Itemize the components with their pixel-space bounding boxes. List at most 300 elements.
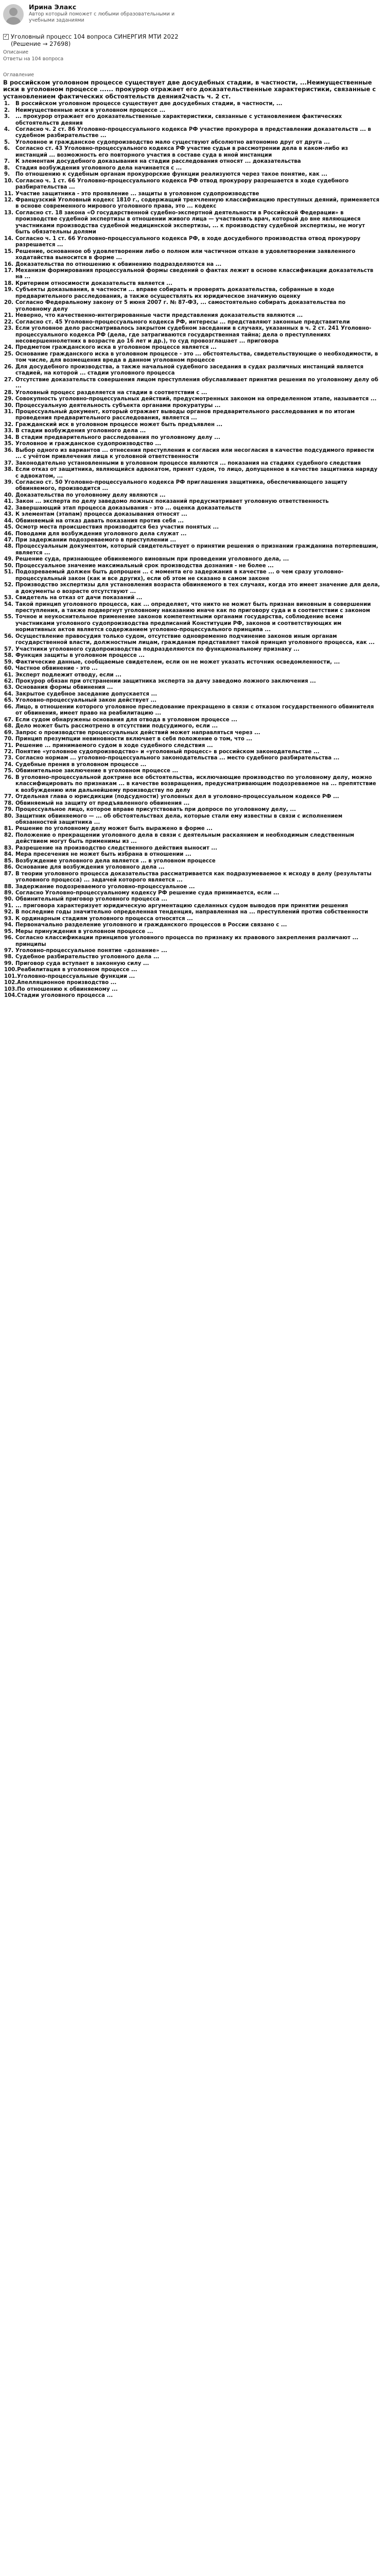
list-item[interactable] <box>3 326 381 345</box>
page-title <box>11 33 179 47</box>
description-label: Описание <box>3 49 29 55</box>
list-item[interactable] <box>3 461 381 467</box>
list-item[interactable] <box>3 108 381 114</box>
list-item-text: Завершающий этап процесса доказывания - это ... оценка доказательств <box>15 505 242 511</box>
list-item-number: 29. <box>4 396 14 402</box>
list-item-number: 55. <box>4 614 14 620</box>
list-item[interactable] <box>3 480 381 493</box>
list-item[interactable] <box>3 852 381 858</box>
list-item-text: Субъекты доказывания, в частности ... вправе собирать и проверять доказательства, собранные в ходе предварительного расследования, а также осуществлять их юридическое значимую оценку <box>15 287 335 299</box>
list-item-number: 65. <box>4 698 14 704</box>
list-item[interactable] <box>3 505 381 512</box>
list-item-number: 42. <box>4 505 14 511</box>
list-item-number: 45. <box>4 524 14 531</box>
list-item-number: 24. <box>4 345 14 351</box>
list-item[interactable] <box>3 602 381 615</box>
list-item[interactable] <box>3 890 381 896</box>
list-item-text: Участники уголовного судопроизводства подразделяются по функциональному признаку ... <box>15 646 300 652</box>
list-item-text: Французский Уголовный кодекс 1810 г., содержащий трехчленную классификацию преступных деяний, применяется в основе современного мирового уголовного права, это ... кодекс <box>15 197 380 210</box>
list-item-text: По отношению к судебным органам прокурорские функции реализуются через такое понятие, как ... <box>15 172 327 178</box>
list-item[interactable] <box>3 127 381 140</box>
list-item-number: 81. <box>4 826 14 832</box>
list-item[interactable] <box>3 403 381 409</box>
list-item-number: 43. <box>4 512 14 518</box>
list-item-number: 54. <box>4 601 14 607</box>
list-item-number: 103. <box>4 986 17 992</box>
list-item[interactable] <box>3 319 381 326</box>
list-item[interactable] <box>3 249 381 262</box>
list-item[interactable] <box>3 704 381 717</box>
list-item-number: 31. <box>4 409 14 415</box>
list-item-number: 2. <box>4 107 10 113</box>
list-item-text: В стадии возбуждения уголовного дела ... <box>15 428 146 434</box>
list-item-text: Законодательно установленными в уголовном процессе являются ... показания на стадиях судебного следствия <box>15 460 361 466</box>
list-item-text: Если уголовное дело рассматривалось закрытом судебном заседании в случаях, указанных в ч. 2 ст. 241 Уголовно-процессуального кодекса РФ (дела, где затрагиваются государственная тайна; дела о преступлениях несовершеннолетних в возрасте до 16 лет и др.), то суд провозглашает ... приговора <box>15 326 372 344</box>
list-item-number: 52. <box>4 582 14 588</box>
list-item-text: Согласно нормам ... уголовно-процессуального законодательства ... место судебного разбирательства ... <box>15 755 340 761</box>
author-name[interactable]: Ирина Элакс <box>29 3 77 11</box>
list-item-text: К элементам досудебного доказывания на стадии расследования относят ... доказательства <box>15 159 301 165</box>
list-item-number: 32. <box>4 421 14 428</box>
list-item-text: Принцип презумпции невиновности включает в себя положение о том, что ... <box>15 736 253 742</box>
list-item[interactable] <box>3 698 381 704</box>
list-item[interactable] <box>3 884 381 890</box>
list-item-number: 15. <box>4 248 14 255</box>
list-item-number: 17. <box>4 268 14 274</box>
list-item-text: Решение, основанное об удовлетворении либо о полном или частичном отказе в удовлетворении заявленного ходатайства выносится в форме ... <box>15 248 356 261</box>
list-item-number: 70. <box>4 736 14 742</box>
list-item[interactable] <box>3 659 381 666</box>
list-item-number: 28. <box>4 389 14 396</box>
list-item-text: При задержании подозреваемого в преступлении ... <box>15 537 177 544</box>
list-item-number: 16. <box>4 261 14 267</box>
list-item[interactable] <box>3 448 381 461</box>
list-item-text: Уголовно-процессуальные функции ... <box>17 973 135 979</box>
list-item-number: 44. <box>4 518 14 524</box>
list-item-number: 77. <box>4 794 14 800</box>
list-item-text: В стадии предварительного расследования по уголовному делу ... <box>15 434 220 440</box>
list-item[interactable] <box>3 281 381 287</box>
list-item[interactable] <box>3 531 381 537</box>
list-item[interactable] <box>3 980 381 986</box>
list-item[interactable] <box>3 755 381 761</box>
list-item-number: 13. <box>4 210 14 216</box>
list-item-number: 41. <box>4 499 14 505</box>
list-item-text: Судебные прения в уголовном процессе ... <box>15 761 147 768</box>
list-item-number: 80. <box>4 813 14 819</box>
list-item-number: 12. <box>4 197 14 204</box>
list-item[interactable] <box>3 634 381 647</box>
list-item[interactable] <box>3 993 381 999</box>
list-item-text: Положение о прекращении уголовного дела в связи с деятельным раскаянием и необходимым следственным действием могут быть применимы из ... <box>15 832 355 845</box>
list-item-number: 4. <box>4 127 10 133</box>
list-item-number: 62. <box>4 679 14 684</box>
list-item-number: 90. <box>4 896 14 903</box>
list-item-number: 27. <box>4 377 14 383</box>
list-item[interactable] <box>3 858 381 865</box>
list-item[interactable] <box>3 653 381 659</box>
list-item-number: 57. <box>4 646 14 652</box>
list-item-number: 26. <box>4 364 14 370</box>
list-item[interactable] <box>3 569 381 582</box>
list-item[interactable] <box>3 441 381 447</box>
list-item-number: 11. <box>4 191 14 197</box>
list-item-number: 9. <box>4 172 10 178</box>
list-item-number: 88. <box>4 884 14 890</box>
list-item-text: Процессуальный документ, который отражает выводы органов предварительного расследования и по итогам проведения предварительного расследования, является ... <box>15 409 355 421</box>
list-item[interactable] <box>3 826 381 832</box>
list-item[interactable] <box>3 563 381 569</box>
list-item[interactable] <box>3 775 381 794</box>
list-item-text: Точное и неукоснительное применение законов компетентными органами государства, соблюдение всеми участниками уголовного судопроизводства предписаний Конституции РФ, законов и соответствующих им нормативных актов является содержанием уголовно-процессуального принципа ... <box>15 614 343 633</box>
list-item[interactable] <box>3 499 381 505</box>
list-item[interactable] <box>3 364 381 377</box>
list-item[interactable] <box>3 178 381 191</box>
list-item-text: В уголовно-процессуальной доктрине все обстоятельства, исключающие производство по уголовному делу, можно классифицировать по признакам ... в качестве возвращения, предусматривающим подозреваемое на ... препятствие к возбуждению или дальнейшему производству по делу <box>15 774 376 793</box>
list-item-text: Выбор одного из вариантов ... отнесения преступления и согласия или несогласия в качестве подсудимого привести ... с учётом привлечения лица к уголовной ответственности <box>15 447 374 460</box>
list-item-text: Обвинительное заключение в уголовном процессе ... <box>15 768 179 774</box>
list-item-number: 39. <box>4 479 14 485</box>
list-item[interactable] <box>3 685 381 691</box>
list-item[interactable] <box>3 165 381 172</box>
list-item-number: 86. <box>4 865 14 871</box>
list-item-text: Прокурор обязан при отстранении защитника эксперта за дачу заведомо ложного заключения ... <box>15 679 316 684</box>
list-item-text: Защитник обвиняемого — ... об обстоятельствах дела, которые стали ему известны в связи с исполнением обязанностей защитника ... <box>15 813 343 825</box>
author-description-line1: Автор который поможет с любыми образовательными и <box>29 11 175 17</box>
list-item-text: Согласно классификации принципов уголовного процесса по признаку их правового закрепления различают ... принципы <box>15 935 359 947</box>
list-item[interactable] <box>3 396 381 402</box>
list-item[interactable] <box>3 197 381 210</box>
list-item[interactable] <box>3 723 381 730</box>
list-item-number: 60. <box>4 666 14 672</box>
list-item-number: 85. <box>4 858 14 864</box>
list-item-number: 35. <box>4 441 14 447</box>
list-item[interactable] <box>3 268 381 281</box>
list-item[interactable] <box>3 140 381 146</box>
list-item-number: 34. <box>4 434 14 440</box>
list-item[interactable] <box>3 512 381 518</box>
list-item-text: Согласно ст. 45 Уголовно-процессуального кодекса РФ, интересы ... представляют законные представители <box>15 319 350 325</box>
list-item-number: 10. <box>4 178 14 184</box>
list-item-text: Запрос о производстве процессуальных действий может направляться через ... <box>15 730 260 736</box>
list-item-text: Стадия возбуждения уголовного дела начинается с ... <box>15 165 182 171</box>
list-item[interactable] <box>3 794 381 800</box>
list-item[interactable] <box>3 172 381 178</box>
list-item-text: Обвинительный приговор уголовного процесса ... <box>15 896 167 903</box>
list-item[interactable] <box>3 948 381 954</box>
list-item-number: 100. <box>4 967 17 973</box>
list-item[interactable] <box>3 974 381 980</box>
list-item-number: 104. <box>4 993 17 999</box>
author-description-line2: учебными заданиями <box>29 18 84 23</box>
list-item-number: 102. <box>4 980 17 986</box>
list-item[interactable] <box>3 422 381 428</box>
list-item[interactable] <box>3 236 381 249</box>
list-item-number: 93. <box>4 916 14 922</box>
list-item-number: 97. <box>4 948 14 954</box>
list-item[interactable] <box>3 210 381 236</box>
list-item-text: Процессуальное значение максимальный срок производства дознания - не более ... <box>15 563 274 569</box>
list-item[interactable] <box>3 749 381 755</box>
list-item-text: Процессуальную деятельность субъекта органами прокуратуры ... <box>15 402 221 409</box>
list-item[interactable] <box>3 730 381 736</box>
list-item[interactable] <box>3 679 381 685</box>
list-item-text: Согласно ч. 1 ст. 66 Уголовно-процессуального кодекса РФ отвод прокурору разрешается в ходе судебного разбирательства ... <box>15 178 349 191</box>
list-item[interactable] <box>3 524 381 531</box>
list-item-text: Уголовно-процессуальное понятие «дознание» ... <box>15 948 167 954</box>
list-item-number: 47. <box>4 537 14 544</box>
author-info <box>29 3 174 24</box>
list-item-number: 74. <box>4 761 14 768</box>
list-item[interactable] <box>3 833 381 845</box>
list-item[interactable] <box>3 518 381 524</box>
list-item-text: Согласно ч. 1 ст. 66 Уголовно-процессуального кодекса РФ, в ходе досудебного производства отвод прокурору разрешается ... <box>15 235 361 248</box>
list-item-text: Лицо, в отношении которого уголовное преследование прекращено в связи с отказом государственного обвинителя от обвинения, имеет право на реабилитацию ... <box>15 704 374 717</box>
list-item-text: Возбуждение уголовного дела является ... в уголовном процессе <box>15 858 216 864</box>
list-item[interactable] <box>3 691 381 698</box>
list-item-text: Если отказ от защитника, являющийся адвокатом, принят судом, то лицо, допущенное в качестве защитника наряду с адвокатом, ... <box>15 467 378 479</box>
list-item-number: 75. <box>4 768 14 774</box>
list-item[interactable] <box>3 801 381 807</box>
list-item-number: 95. <box>4 928 14 935</box>
list-item-text: Доказательства по уголовному делу являются ... <box>15 492 166 498</box>
list-item[interactable] <box>3 647 381 653</box>
list-item-text: Процессуальное лицо, которое вправе присутствовать при допросе по уголовному делу, ... <box>15 807 296 813</box>
list-item-text: Реабилитация в уголовном процессе ... <box>17 967 137 973</box>
list-item-text: Частное обвинение - это ... <box>15 666 98 672</box>
list-item-text: Разрешение на производство следственного действия выносит ... <box>15 845 217 851</box>
list-item-number: 5. <box>4 139 10 145</box>
list-item-text: Участие защитника - это проявление ... защиты в уголовном судопроизводстве <box>15 191 259 197</box>
list-item-number: 61. <box>4 672 14 678</box>
list-item-text: Закрытое судебное заседание допускается ... <box>15 691 157 697</box>
list-item[interactable] <box>3 807 381 813</box>
list-item-text: Меры принуждения в уголовном процессе ... <box>15 928 153 935</box>
list-item-text: К ординарным стадиям уголовного процесса относятся ... <box>15 916 193 922</box>
list-item[interactable] <box>3 916 381 922</box>
list-item[interactable] <box>3 101 381 107</box>
list-item-number: 18. <box>4 280 14 286</box>
list-item-number: 46. <box>4 531 14 537</box>
list-item-text: Поводами для возбуждения уголовного дела служат ... <box>15 531 187 537</box>
list-item-text: Если судом обнаружены основания для отвода в уголовном процессе ... <box>15 717 237 723</box>
list-item-number: 66. <box>4 704 14 710</box>
list-item-text: Апелляционное производство ... <box>17 980 117 986</box>
list-item-number: 78. <box>4 800 14 806</box>
list-item-text: Отдельная глава о юрисдикции (подсудности) уголовных дел в уголовно-процессуальном кодексе РФ ... <box>15 794 339 800</box>
list-item[interactable] <box>3 146 381 159</box>
list-item-number: 67. <box>4 717 14 723</box>
list-item-number: 14. <box>4 235 14 242</box>
list-item[interactable] <box>3 390 381 396</box>
list-item[interactable] <box>3 287 381 300</box>
list-item-text: Неверно, что качественно-интегрированные части представления доказательств являются ... <box>15 313 303 319</box>
list-item[interactable] <box>3 967 381 973</box>
list-item[interactable] <box>3 954 381 960</box>
list-item-number: 94. <box>4 922 14 928</box>
list-item[interactable] <box>3 909 381 916</box>
list-item[interactable] <box>3 191 381 197</box>
list-item-number: 83. <box>4 845 14 851</box>
list-item-number: 1. <box>4 101 10 107</box>
list-item-text: В последние годы значительно определенная тенденция, направленная на ... преступлений против собственности <box>15 909 369 916</box>
list-item-text: Понятие «уголовное судопроизводство» и «уголовный процесс» в российском законодательстве ... <box>15 749 320 755</box>
list-item-text: Согласно Уголовно-процессуальному кодексу РФ решение суда принимается, если ... <box>15 890 279 896</box>
list-item-text: Доказательства по отношению к обвинению подразделяются на ... <box>15 261 222 267</box>
list-item[interactable] <box>3 537 381 544</box>
list-item-text: Совокупность уголовно-процессуальных действий, предусмотренных законом на определенном этапе, называется ... <box>15 396 377 402</box>
list-item-text: ... приговора характеризует юридическую аргументацию сделанных судом выводов при принятии решения <box>15 903 348 909</box>
list-item-number: 33. <box>4 428 14 434</box>
list-item[interactable] <box>3 814 381 826</box>
list-item[interactable] <box>3 345 381 351</box>
list-item-number: 87. <box>4 871 14 877</box>
list-item-number: 56. <box>4 633 14 639</box>
list-item[interactable] <box>3 935 381 948</box>
list-item-number: 37. <box>4 460 14 466</box>
page-title-line2: (Решение → 27698) <box>11 40 71 47</box>
list-item[interactable] <box>3 595 381 601</box>
list-item[interactable] <box>3 768 381 774</box>
list-item-number: 96. <box>4 935 14 941</box>
list-item-text: Первоначально разделение уголовного и гражданского процессов в России связано с ... <box>15 922 287 928</box>
list-item[interactable] <box>3 929 381 935</box>
list-item-text: Приговор суда вступает в законную силу ... <box>15 960 149 967</box>
list-item-number: 63. <box>4 685 14 691</box>
list-item-text: Согласно ст. 50 Уголовно-процессуального кодекса РФ приглашения защитника, обеспечивающего защиту обвиняемого, производится ... <box>15 479 347 492</box>
list-item-number: 82. <box>4 832 14 838</box>
list-item-number: 21. <box>4 313 14 319</box>
checkbox-icon: ✓ <box>4 34 8 39</box>
list-item-number: 76. <box>4 774 14 781</box>
list-item-text: Подозреваемый должен быть допрошен ... с момента его задержания в качестве ... о чем сразу уголовно-процессуальный закон (как и все других), если об этом не сказано в самом законе <box>15 569 344 582</box>
list-item-text: Основание для возбуждения уголовного дела ... <box>15 865 165 871</box>
answers-label: Ответы на 104 вопроса <box>3 56 64 62</box>
list-item-number: 36. <box>4 447 14 453</box>
list-item-number: 25. <box>4 351 14 357</box>
list-item-text: Согласно ч. 2 ст. 86 Уголовно-процессуального кодекса РФ участие прокурора в представлении доказательств ... в судебном разбирательстве ... <box>15 127 371 139</box>
list-item[interactable] <box>3 845 381 852</box>
list-item-number: 72. <box>4 749 14 755</box>
list-item-number: 84. <box>4 852 14 858</box>
list-item-number: 49. <box>4 556 14 563</box>
list-item-text: Обвиняемый на защиту от предъявленного обвинения ... <box>15 800 190 806</box>
list-item[interactable] <box>3 896 381 903</box>
list-item-number: 101. <box>4 973 17 979</box>
author-avatar[interactable] <box>3 4 24 25</box>
list-item[interactable] <box>3 114 381 127</box>
list-item[interactable] <box>3 987 381 993</box>
list-item[interactable] <box>3 262 381 268</box>
list-item[interactable] <box>3 159 381 165</box>
list-item[interactable] <box>3 556 381 563</box>
list-item[interactable] <box>3 409 381 422</box>
list-item-text: В теории уголовного процесса доказательства рассматривается как подразумеваемое к исходу в делу (результаты уголовного процесса) ... задачей которого является ... <box>15 871 372 884</box>
list-item-text: Основание гражданского иска в уголовном процессе - это ... обстоятельства, свидетельствующие о необходимости, в том числе, для возмещения вреда в данном уголовном процессе <box>15 351 378 364</box>
list-item-text: Судебное разбирательство уголовного дела ... <box>15 954 160 960</box>
list-item-number: 58. <box>4 653 14 659</box>
list-item-text: Производство экспертизы для установления возраста обвиняемого в тех случаях, когда это имеет значение для дела, а документы о возрасте отсутствуют ... <box>15 582 380 595</box>
list-item-number: 59. <box>4 659 14 665</box>
list-item-text: В российском уголовном процессе существует две досудебных стадии, в частности, ... <box>15 101 283 107</box>
list-item[interactable] <box>3 666 381 672</box>
question-list <box>3 101 381 999</box>
list-item[interactable] <box>3 865 381 871</box>
list-item-text: Отсутствие доказательств совершения лицом преступления обуславливает принятия решения по уголовному делу об ... <box>15 377 378 389</box>
list-item-text: Уголовный процесс разделяется на стадии в соответствии с ... <box>15 389 207 396</box>
list-item[interactable] <box>3 922 381 928</box>
list-item[interactable] <box>3 582 381 595</box>
list-item-number: 23. <box>4 326 14 332</box>
list-item-number: 79. <box>4 807 14 813</box>
list-item-text: Закон ... эксперта по делу заведомо ложных показаний предусматривает уголовную ответственность <box>15 499 329 505</box>
list-item[interactable] <box>3 300 381 313</box>
list-item-text: Эксперт подлежит отводу, если ... <box>15 672 121 678</box>
list-item-text: Для досудебного производства, а также начальной судебного заседания в судах различных инстанций является стадией, на которой ... стадии уголовного процесса <box>15 364 364 377</box>
list-item-text: Механизм формирования процессуальной формы сведений о фактах лежит в основе классификации доказательств на ... <box>15 268 374 280</box>
list-item-text: Предметом гражданского иска в уголовном процессе является ... <box>15 345 217 351</box>
list-item-text: Свидетель на отказ от дачи показаний ... <box>15 595 143 601</box>
list-item[interactable] <box>3 428 381 434</box>
list-item[interactable] <box>3 493 381 499</box>
list-item-number: 6. <box>4 146 10 152</box>
list-item-text: Гражданский иск в уголовном процессе может быть предъявлен ... <box>15 421 223 428</box>
list-item[interactable] <box>3 672 381 679</box>
list-item-text: Дело может быть рассмотрено в отсутствии подсудимого, если ... <box>15 723 218 730</box>
list-item-text: Основания формы обвинения ... <box>15 685 113 691</box>
list-item[interactable] <box>3 614 381 633</box>
list-item[interactable] <box>3 544 381 556</box>
list-item-number: 8. <box>4 165 10 171</box>
list-item-text: По отношению к обвиняемому ... <box>17 986 118 992</box>
list-item-text: Согласно Федеральному закону от 5 июня 2007 г. № 87-ФЗ, ... самостоятельно собирать доказательства по уголовному делу <box>15 300 346 312</box>
list-item-number: 22. <box>4 319 14 325</box>
list-item-number: 71. <box>4 742 14 749</box>
list-item[interactable] <box>3 351 381 364</box>
list-item-text: Согласно ст. 43 Уголовно-процессуального кодекса РФ участие судьи в рассмотрении дела в каком-либо из инстанций ... возможность его повторного участия в составе суда в иной инстанции <box>15 146 348 158</box>
list-item-number: 50. <box>4 563 14 569</box>
list-item-text: Решение суда, признающее обвиняемого виновным при проведении уголовного дела, ... <box>15 556 289 563</box>
list-item[interactable] <box>3 743 381 749</box>
list-item-text: Осуществление правосудия только судом, отсутствие одновременно подчинение законов иным органам государственной власти, должностным лицам, гражданам представляет такой принцип уголовного процесса, как ... <box>15 633 375 646</box>
list-item[interactable] <box>3 871 381 884</box>
list-item[interactable] <box>3 903 381 909</box>
list-item[interactable] <box>3 467 381 480</box>
list-item-number: 20. <box>4 300 14 306</box>
list-item[interactable] <box>3 736 381 742</box>
list-item-number: 40. <box>4 492 14 498</box>
list-item[interactable] <box>3 435 381 441</box>
list-item[interactable] <box>3 717 381 723</box>
list-item-number: 3. <box>4 114 10 120</box>
list-item[interactable] <box>3 762 381 768</box>
author-block <box>3 3 381 32</box>
list-item-text: Мера пресечения не может быть избрана в отношении ... <box>15 852 191 858</box>
list-item-text: Обвиняемый на отказ давать показания против себя ... <box>15 518 184 524</box>
list-item-text: Уголовное и гражданское судопроизводство ... <box>15 441 161 447</box>
page-title-line1: Уголовный процесс 104 вопроса СИНЕРГИЯ МТИ 2022 <box>11 33 179 40</box>
list-item-text: Осмотр места происшествия производится без участия понятых ... <box>15 524 219 531</box>
list-item-number: 64. <box>4 691 14 697</box>
list-item-number: 19. <box>4 287 14 293</box>
list-item-text: Процессуальным документом, который свидетельствует о принятии решения о признании гражданина потерпевшим, является ... <box>15 544 378 556</box>
list-item-number: 53. <box>4 595 14 601</box>
list-item-text: Стадии уголовного процесса ... <box>17 993 113 999</box>
list-item-number: 7. <box>4 159 10 165</box>
list-item[interactable] <box>3 313 381 319</box>
list-item[interactable] <box>3 961 381 967</box>
list-item[interactable] <box>3 377 381 390</box>
